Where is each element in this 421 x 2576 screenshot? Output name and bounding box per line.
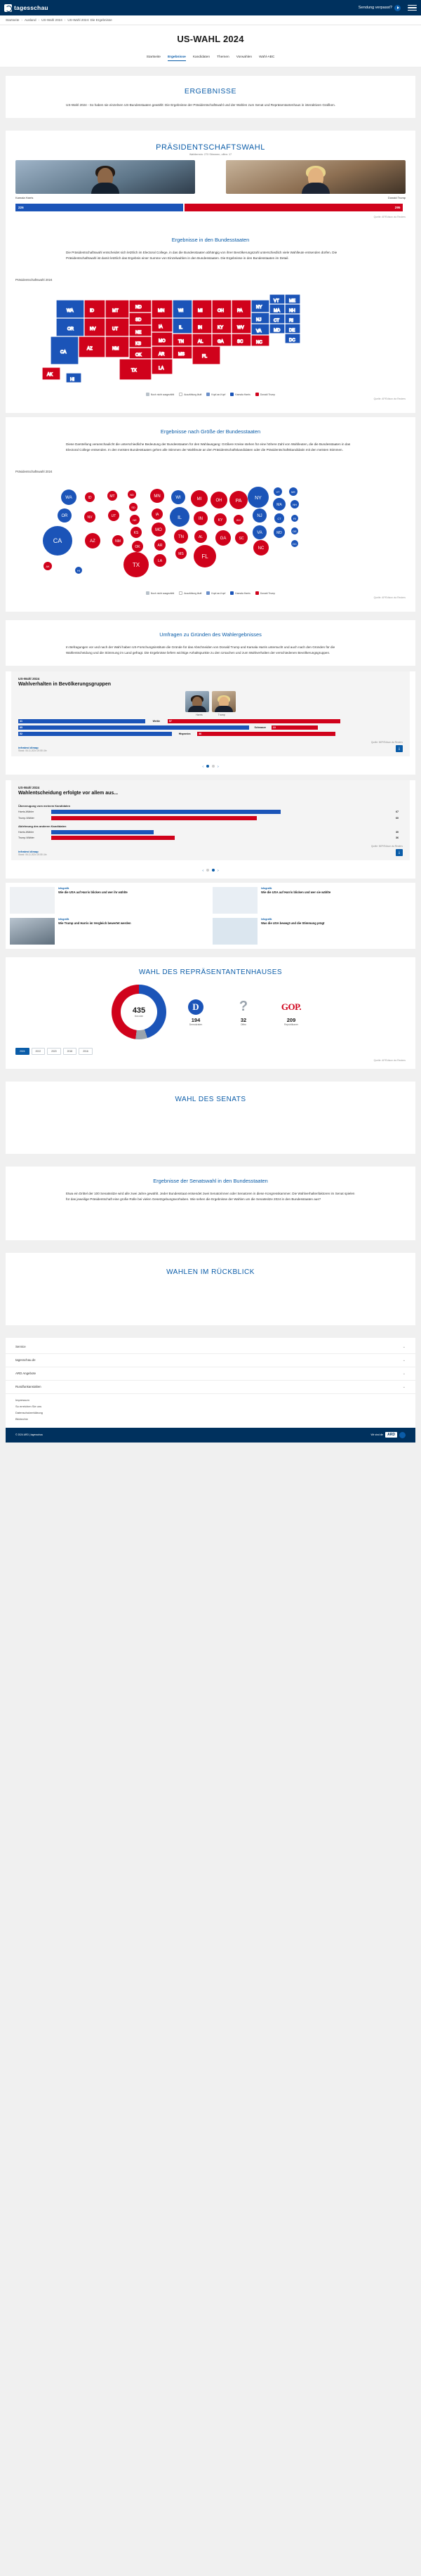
harris-electoral-bar: 226	[15, 204, 183, 211]
teaser-headline: Wie Trump und Harris im Vergleich bewertet werden	[58, 921, 131, 925]
svg-text:KY: KY	[218, 326, 224, 331]
svg-text:NV: NV	[87, 515, 93, 520]
legend-item-1: Auszählung läuft	[179, 393, 201, 396]
polls-heading: Umfragen zu Gründen des Wahlergebnisses	[159, 631, 262, 638]
candidate-trump-name: Donald Trump	[387, 196, 406, 200]
footer-row-label: ARD Angebote	[15, 1372, 36, 1376]
chart1-cat-schwarze: Schwarze	[254, 726, 267, 730]
svg-text:LA: LA	[159, 367, 164, 372]
svg-text:TN: TN	[178, 340, 184, 345]
chart2-q2-row-harris	[18, 830, 403, 834]
ard-circle-icon	[399, 1432, 406, 1438]
tab-startseite[interactable]: Startseite	[146, 55, 161, 59]
chart2-source-note: Stand: 06.11.2024 20:55 Uhr	[18, 853, 47, 856]
label-trump-waehler-2: Trump-Wähler	[18, 836, 34, 840]
svg-text:MT: MT	[112, 309, 119, 314]
breadcrumb-separator: ›	[64, 18, 66, 22]
svg-text:HI: HI	[70, 378, 74, 383]
svg-text:DE: DE	[293, 530, 297, 534]
teaser-thumbnail	[10, 918, 55, 945]
chart1-candidate-photos	[18, 691, 403, 717]
teaser-headline: Was die USA bewegt und die Stimmung prägt	[261, 921, 325, 925]
svg-text:SD: SD	[131, 506, 135, 510]
house-rep-label: Republikaner	[284, 1023, 298, 1026]
carousel-dot-1[interactable]	[206, 765, 209, 768]
chart1-kicker: US-Wahl 2024	[18, 677, 40, 681]
chip-2024[interactable]: 2024	[15, 1048, 29, 1055]
usa-map-svg	[6, 284, 415, 390]
bar-harris-weisse: 41	[18, 719, 145, 723]
tagesschau-logo[interactable]	[4, 4, 48, 12]
bar-harris-schwarze: 85	[18, 725, 249, 730]
teaser-kicker: Infografik	[261, 917, 272, 921]
usa-bubble-map[interactable]	[6, 476, 415, 589]
chart1-group-schwarze	[18, 725, 403, 730]
tab-themen[interactable]: Themen	[217, 55, 229, 59]
menu-button[interactable]	[408, 5, 417, 11]
candidate-trump-photo	[226, 160, 406, 194]
svg-text:KY: KY	[218, 518, 223, 523]
legend-item-3: Kamala Harris	[230, 393, 250, 396]
svg-text:NE: NE	[133, 518, 137, 523]
teaser-kicker: Infografik	[58, 917, 69, 921]
chart1-group-weisse	[18, 719, 403, 723]
svg-text:MN: MN	[154, 494, 161, 499]
presidential-heading: PRÄSIDENTSCHAFTSWAHL	[156, 143, 265, 152]
footer-row-label: Service	[15, 1345, 26, 1349]
chevron-down-icon: ⌄	[402, 1371, 406, 1376]
chart2-question-1	[18, 804, 403, 820]
breadcrumb-item-0[interactable]: Startseite	[6, 18, 20, 22]
svg-text:AR: AR	[159, 353, 165, 357]
svg-text:MI: MI	[196, 497, 202, 502]
chart1-cat-weisse: Weiße	[152, 720, 161, 723]
svg-text:KS: KS	[133, 531, 139, 536]
svg-text:OK: OK	[135, 353, 142, 358]
chart2-q1-row-harris	[18, 810, 403, 814]
bar-trump-hispanics: 46	[197, 732, 335, 736]
svg-text:VA: VA	[256, 329, 262, 334]
trump-electoral-bar: 295	[185, 204, 403, 211]
svg-text:AZ: AZ	[90, 539, 95, 544]
svg-text:ME: ME	[289, 299, 295, 304]
svg-text:ME: ME	[291, 490, 295, 494]
question-mark-icon: ?	[239, 999, 248, 1015]
senate-states-card	[6, 1167, 415, 1240]
breadcrumb-item-1[interactable]: Ausland	[24, 18, 36, 22]
states-map-card	[6, 225, 415, 413]
svg-text:MA: MA	[274, 309, 280, 314]
chart2-question-2	[18, 824, 403, 841]
ard-label: Wir sind die	[370, 1433, 384, 1437]
svg-text:WI: WI	[175, 496, 181, 501]
breadcrumb	[0, 15, 421, 25]
svg-text:MA: MA	[276, 503, 282, 508]
candidate-harris-photo	[15, 160, 195, 194]
svg-text:AL: AL	[198, 340, 203, 345]
footer-row-rundfunkanstalten[interactable]	[6, 1381, 415, 1394]
carousel-dot-2[interactable]	[212, 765, 215, 768]
usa-bubble-svg	[6, 476, 415, 589]
carousel-pagination-1	[6, 762, 415, 775]
legend-item-0: Noch nicht ausgezählt	[146, 591, 174, 595]
svg-text:AZ: AZ	[87, 347, 93, 352]
chevron-down-icon: ⌄	[402, 1344, 406, 1349]
footer-link-datenschutz[interactable]: Datenschutzerklärung	[15, 1410, 43, 1414]
svg-text:OH: OH	[218, 309, 224, 314]
legend-item-4: Donald Trump	[255, 393, 275, 396]
presidential-meta: Wahltermin: 270 Stimmen, offen: 17	[189, 153, 232, 157]
svg-text:DC: DC	[293, 542, 297, 546]
chart1-legend-harris: Harris	[196, 714, 203, 717]
results-intro-card	[6, 76, 415, 118]
presidential-source: Quelle: AP/Edison via Reuters	[373, 216, 406, 219]
map-legend	[6, 390, 415, 396]
chart1-cat-hispanics: Hispanics	[178, 732, 191, 736]
sendung-verpasst-button[interactable]	[359, 5, 401, 11]
candidate-trump[interactable]	[226, 160, 406, 199]
svg-text:AR: AR	[157, 544, 163, 548]
footer-row-service[interactable]	[6, 1341, 415, 1354]
teaser-item-1[interactable]	[213, 887, 411, 914]
teaser-kicker: Infografik	[261, 886, 272, 890]
chart2-q1-row-trump	[18, 816, 403, 820]
footer-link-bildrechte[interactable]: Bildrechte	[15, 1417, 28, 1421]
house-party-republicans	[273, 998, 309, 1026]
svg-text:OK: OK	[135, 545, 140, 550]
senate-sub-heading: Ergebnisse der Senatswahl in den Bundesstaaten	[153, 1177, 268, 1184]
svg-text:CT: CT	[274, 319, 279, 324]
svg-text:MD: MD	[276, 531, 282, 536]
rueckblick-heading: WAHLEN IM RÜCKBLICK	[166, 1268, 255, 1276]
svg-text:AK: AK	[47, 373, 53, 378]
svg-text:WA: WA	[67, 309, 74, 314]
download-icon[interactable]: ⤓	[396, 745, 403, 752]
chip-2018[interactable]: 2018	[63, 1048, 77, 1055]
chart1-group-hispanics	[18, 732, 403, 736]
svg-text:IL: IL	[178, 515, 182, 521]
size-heading: Ergebnisse nach Größe der Bundesstaaten	[160, 428, 261, 435]
ard-logo[interactable]	[370, 1432, 406, 1438]
electoral-vote-bars	[6, 199, 415, 214]
house-source: Quelle: AP/Edison via Reuters	[373, 1058, 406, 1062]
section-tabs	[0, 51, 421, 67]
svg-text:KS: KS	[135, 342, 142, 347]
chart1-publisher: infratest dimap	[18, 746, 39, 750]
svg-text:IN: IN	[198, 326, 202, 331]
chip-2016[interactable]: 2016	[79, 1048, 93, 1055]
svg-text:NM: NM	[112, 347, 119, 352]
label-trump-waehler: Trump-Wähler	[18, 816, 34, 820]
svg-text:DE: DE	[289, 329, 295, 334]
svg-text:LA: LA	[157, 559, 163, 564]
svg-text:RI: RI	[289, 319, 293, 324]
footer-row-tagesschau[interactable]	[6, 1354, 415, 1367]
svg-text:WV: WV	[236, 518, 241, 523]
svg-text:NV: NV	[90, 327, 96, 332]
chart2-publisher: infratest dimap	[18, 849, 39, 853]
presidential-election-card	[6, 131, 415, 225]
chart2-credit: Quelle: NEP/Edison via Reuters	[370, 844, 403, 848]
svg-text:WV: WV	[237, 326, 244, 331]
svg-text:PA: PA	[235, 499, 242, 504]
svg-text:GA: GA	[220, 537, 227, 541]
svg-text:MT: MT	[109, 494, 115, 499]
teaser-thumbnail	[213, 887, 258, 914]
carousel-next-button[interactable]: ›	[218, 868, 219, 873]
svg-text:UT: UT	[111, 514, 116, 519]
teaser-thumbnail	[10, 887, 55, 914]
chart2-kicker: US-Wahl 2024	[18, 786, 40, 790]
footer-bottom-bar	[6, 1428, 415, 1443]
svg-text:HI: HI	[77, 569, 80, 573]
svg-text:ND: ND	[135, 305, 142, 310]
value-trump-q2: 36	[396, 836, 399, 840]
footer-row-label: Rundfunkanstalten	[15, 1385, 41, 1389]
states-heading: Ergebnisse in den Bundesstaaten	[171, 237, 250, 244]
bar-harris-hispanics: 52	[18, 732, 172, 736]
tab-wahl-abc[interactable]: Wahl-ABC	[259, 55, 275, 59]
svg-text:ID: ID	[90, 309, 94, 314]
teaser-kicker: Infografik	[58, 886, 69, 890]
svg-text:NM: NM	[115, 539, 121, 544]
chevron-down-icon: ⌄	[402, 1384, 406, 1389]
svg-text:NC: NC	[258, 546, 265, 551]
svg-text:MN: MN	[158, 309, 165, 314]
states-map-source: Quelle: AP/Edison via Reuters	[373, 397, 406, 401]
copyright-text: © 2024 ARD | tagesschau	[15, 1433, 44, 1437]
svg-text:WI: WI	[178, 309, 184, 314]
states-map-label: Präsidentschaftswahl 2024	[15, 278, 53, 282]
page-title: US-WAHL 2024	[0, 25, 421, 51]
house-seat-summary	[6, 980, 415, 1042]
ard-badge: ARD	[385, 1432, 397, 1438]
svg-text:IL: IL	[179, 326, 183, 331]
legend-item-2: Kopf-an-Kopf	[206, 591, 225, 595]
teaser-headline: Wie die USA auf Harris blicken und wer sie wählte	[261, 890, 331, 894]
house-heading: WAHL DES REPRÄSENTANTENHAUSES	[138, 968, 283, 976]
footer-row-label: tagesschau.de	[15, 1358, 36, 1362]
svg-text:NJ: NJ	[257, 514, 262, 519]
top-navigation-bar	[0, 0, 421, 15]
house-year-filter	[6, 1042, 415, 1058]
results-heading: ERGEBNISSE	[184, 87, 237, 96]
house-total-label: Mandate	[134, 1014, 144, 1018]
breadcrumb-separator: ›	[38, 18, 40, 22]
carousel-dot-1[interactable]	[206, 869, 209, 872]
svg-text:OR: OR	[67, 327, 74, 332]
teaser-thumbnail	[213, 918, 258, 945]
svg-text:FL: FL	[202, 355, 208, 360]
svg-text:NY: NY	[256, 305, 262, 310]
svg-text:NH: NH	[289, 309, 295, 314]
svg-text:VT: VT	[276, 490, 280, 494]
svg-text:OH: OH	[215, 499, 222, 504]
download-icon[interactable]: ⤓	[396, 849, 403, 856]
svg-text:AL: AL	[198, 535, 203, 540]
svg-text:RI: RI	[293, 517, 296, 521]
candidate-harris-name: Kamala Harris	[15, 196, 34, 200]
svg-text:TN: TN	[178, 535, 184, 540]
mini-photo-trump	[212, 691, 236, 712]
breadcrumb-item-3: US-Wahl 2024: Die Ergebnisse	[67, 18, 112, 22]
mini-photo-harris	[185, 691, 209, 712]
chart2-q2-label: Ablehnung des anderen Kandidaten	[18, 824, 67, 828]
chip-2022[interactable]: 2022	[32, 1048, 46, 1055]
svg-text:DC: DC	[289, 339, 295, 343]
svg-text:MS: MS	[178, 353, 185, 357]
svg-text:NJ: NJ	[256, 318, 262, 323]
carousel-prev-button[interactable]: ‹	[202, 765, 203, 770]
results-text: US-Wahl 2024 - So haben sie einzelnen US-Bundesstaaten gewählt: Die Ergebnisse der Präsidentschaftswahl und der Wahlen zum Senat und Repräsentantenhaus in interaktiven Grafiken.	[66, 103, 335, 107]
legend-item-3: Kamala Harris	[230, 591, 250, 595]
breadcrumb-item-2[interactable]: US-Wahl 2024	[41, 18, 62, 22]
teaser-item-3[interactable]	[213, 918, 411, 945]
chart1-legend-trump: Trump	[218, 714, 225, 717]
chip-2020[interactable]: 2020	[47, 1048, 61, 1055]
svg-text:SC: SC	[239, 537, 244, 541]
legend-item-4: Donald Trump	[255, 591, 275, 595]
svg-text:TX: TX	[132, 562, 140, 569]
gop-elephant-icon: GOP.	[281, 1001, 302, 1012]
chart2-q2-row-trump	[18, 836, 403, 840]
svg-text:CA: CA	[53, 537, 62, 545]
brand-label: tagesschau	[14, 4, 48, 11]
polls-intro-card	[6, 620, 415, 666]
svg-text:NH: NH	[293, 503, 297, 507]
svg-text:UT: UT	[112, 327, 118, 332]
svg-text:SD: SD	[135, 318, 142, 323]
tab-vorwahlen[interactable]: Vorwahlen	[236, 55, 253, 59]
senate-heading: WAHL DES SENATS	[175, 1095, 246, 1103]
teaser-headline: Wie die USA auf Harris blicken und wer ihr wählte	[58, 890, 128, 894]
footer-links	[6, 1394, 415, 1428]
size-map-label: Präsidentschaftswahl 2024	[15, 470, 53, 474]
house-open-seats: 32	[240, 1016, 247, 1023]
svg-text:NY: NY	[255, 496, 262, 501]
svg-text:VT: VT	[274, 299, 279, 304]
house-dem-seats: 194	[191, 1016, 201, 1023]
value-harris-q1: 67	[396, 810, 399, 814]
legend-item-1: Auszählung läuft	[179, 591, 201, 595]
bubble-map-legend	[6, 589, 415, 595]
teaser-item-2[interactable]	[10, 918, 208, 945]
bubble-map-source: Quelle: AP/Edison via Reuters	[373, 596, 406, 600]
tab-ergebnisse[interactable]: Ergebnisse	[168, 55, 186, 61]
label-harris-waehler: Harris-Wähler	[18, 810, 34, 814]
footer-link-kontakt[interactable]: So erreichen Sie uns	[15, 1404, 42, 1408]
size-text: Diese Darstellung veranschaulicht die unterschiedliche Bedeutung der Bundesstaaten für den Wahlausgang: Größere Kreise stehen für eine höhere Zahl von Wahlleuten, die die Bundesstaaten in das Electoral College entsenden. In den meisten Bundesstaaten gehen alle Stimmen der Wahlleute an den Präsidentschaftskandidaten oder die Präsidentschaftskandidatin mit den meisten Stimmen.	[66, 442, 351, 452]
democrat-donkey-icon: D	[188, 999, 203, 1015]
svg-text:OR: OR	[61, 514, 68, 519]
svg-text:WA: WA	[65, 496, 72, 501]
polls-text: In Befragungen vor und nach der Wahl haben US-Forschungsinstitute die Gründe für das Abschneiden von Donald Trump und Kamala Harris untersucht und auch nach den Gründen für die Wahlentscheidung und die Stimmung im Land gefragt. Die Ergebnisse liefern wichtige Anhaltspunkte zu den Ursachen und zum Wahlverhalten der verschiedenen Bevölkerungsgruppen.	[66, 645, 335, 655]
svg-text:MO: MO	[155, 528, 162, 533]
svg-text:SC: SC	[237, 340, 243, 345]
svg-text:AK: AK	[46, 565, 50, 569]
svg-text:GA: GA	[218, 340, 224, 345]
carousel-next-button[interactable]: ›	[218, 765, 219, 770]
sendung-label: Sendung verpasst?	[358, 6, 392, 10]
house-donut-chart	[112, 985, 166, 1039]
footer-link-impressum[interactable]: Impressum	[15, 1398, 29, 1402]
svg-text:VA: VA	[257, 531, 262, 536]
svg-text:FL: FL	[201, 553, 208, 560]
chart1-source-note: Stand: 06.11.2024 20:55 Uhr	[18, 749, 47, 753]
legend-item-0: Noch nicht ausgezählt	[146, 393, 174, 396]
chart1-title: Wahlverhalten in Bevölkerungsgruppen	[18, 682, 111, 688]
chart1-legend	[18, 714, 403, 719]
svg-text:ND: ND	[130, 493, 134, 497]
house-open-label: Offen	[240, 1023, 247, 1026]
footer	[6, 1338, 415, 1428]
carousel-pagination-2	[6, 866, 415, 879]
chart-card-population-groups	[6, 671, 415, 775]
svg-text:MS: MS	[178, 552, 184, 557]
svg-text:TX: TX	[131, 369, 137, 374]
candidate-harris[interactable]	[15, 160, 195, 199]
play-icon[interactable]	[394, 5, 401, 11]
svg-text:IN: IN	[199, 517, 203, 522]
svg-text:IA: IA	[159, 325, 163, 330]
tab-kandidaten[interactable]: Kandidaten	[192, 55, 210, 59]
candidate-row	[6, 160, 415, 199]
house-dem-label: Demokraten	[189, 1023, 203, 1026]
senate-card	[6, 1082, 415, 1154]
teaser-item-0[interactable]	[10, 887, 208, 914]
usa-choropleth-map[interactable]	[6, 284, 415, 390]
house-card	[6, 957, 415, 1069]
bar-trump-weisse: 57	[168, 719, 341, 723]
svg-text:PA: PA	[237, 309, 243, 314]
chart-card-decision-reasons	[6, 780, 415, 879]
carousel-dot-2[interactable]	[212, 869, 215, 872]
label-harris-waehler-2: Harris-Wähler	[18, 830, 34, 834]
bar-trump-schwarze: 13	[272, 725, 318, 730]
chart2-q1-label: Überzeugung vom meinem Kandidaten	[18, 804, 71, 808]
state-size-map-card	[6, 417, 415, 612]
svg-text:IA: IA	[155, 513, 159, 518]
svg-text:MO: MO	[159, 339, 166, 344]
house-total-seats: 435	[132, 1006, 146, 1015]
states-text: Die Präsidentschaftswahl entscheidet sich letztlich im Electoral College, in das die Bundesstaaten abhängig von ihrer Bevölkerungszahl unterschiedlich viele Wahlleute entsenden dürfen. Die Präsidentschaftswahl ist damit letztlich das Ergebnis einer Summe von Einzelwahlen in den Bundesstaaten. Die Ergebnisse in den Bundesstaaten im Detail.	[66, 251, 338, 261]
house-party-democrats	[178, 998, 214, 1026]
carousel-prev-button[interactable]: ‹	[202, 868, 203, 873]
chart1-credit: Quelle: NEP/Edison via Reuters	[370, 741, 403, 744]
chart2-title: Wahlentscheidung erfolgte vor allem aus...	[18, 791, 119, 796]
svg-text:CT: CT	[277, 517, 281, 521]
house-rep-seats: 209	[286, 1016, 296, 1023]
teaser-grid	[6, 883, 415, 949]
svg-text:MD: MD	[274, 329, 281, 334]
tagesschau-logo-icon	[4, 4, 12, 12]
value-trump-q1: 60	[396, 816, 399, 820]
senate-text: Etwa ein Drittel der 100 Senatssitze wird alle zwei Jahre gewählt. Jeder Bundesstaat entsendet zwei Senatorinnen oder Senatoren in diese Kongresskammer. Die Wahlverhaltenfaktoren im Senat spielen für das jeweilige Präsidentschaft eine große Rolle bei vielen Gesetzgebungsvorhaben. Wie sehen die Ergebnisse der Wahlen um die Senatssitze 2024 in den Bundesstaaten aus?	[66, 1191, 355, 1201]
value-harris-q2: 30	[396, 830, 399, 834]
rueckblick-card	[6, 1253, 415, 1325]
svg-text:NE: NE	[135, 331, 142, 336]
breadcrumb-separator: ›	[21, 18, 22, 22]
legend-item-2: Kopf-an-Kopf	[206, 393, 225, 396]
svg-text:ID: ID	[88, 496, 92, 501]
svg-text:CA: CA	[60, 350, 67, 355]
svg-text:NC: NC	[256, 341, 262, 346]
footer-row-ard-angebote[interactable]	[6, 1367, 415, 1381]
svg-text:MI: MI	[198, 309, 203, 314]
house-party-open	[225, 998, 262, 1026]
chevron-down-icon: ⌄	[402, 1358, 406, 1362]
